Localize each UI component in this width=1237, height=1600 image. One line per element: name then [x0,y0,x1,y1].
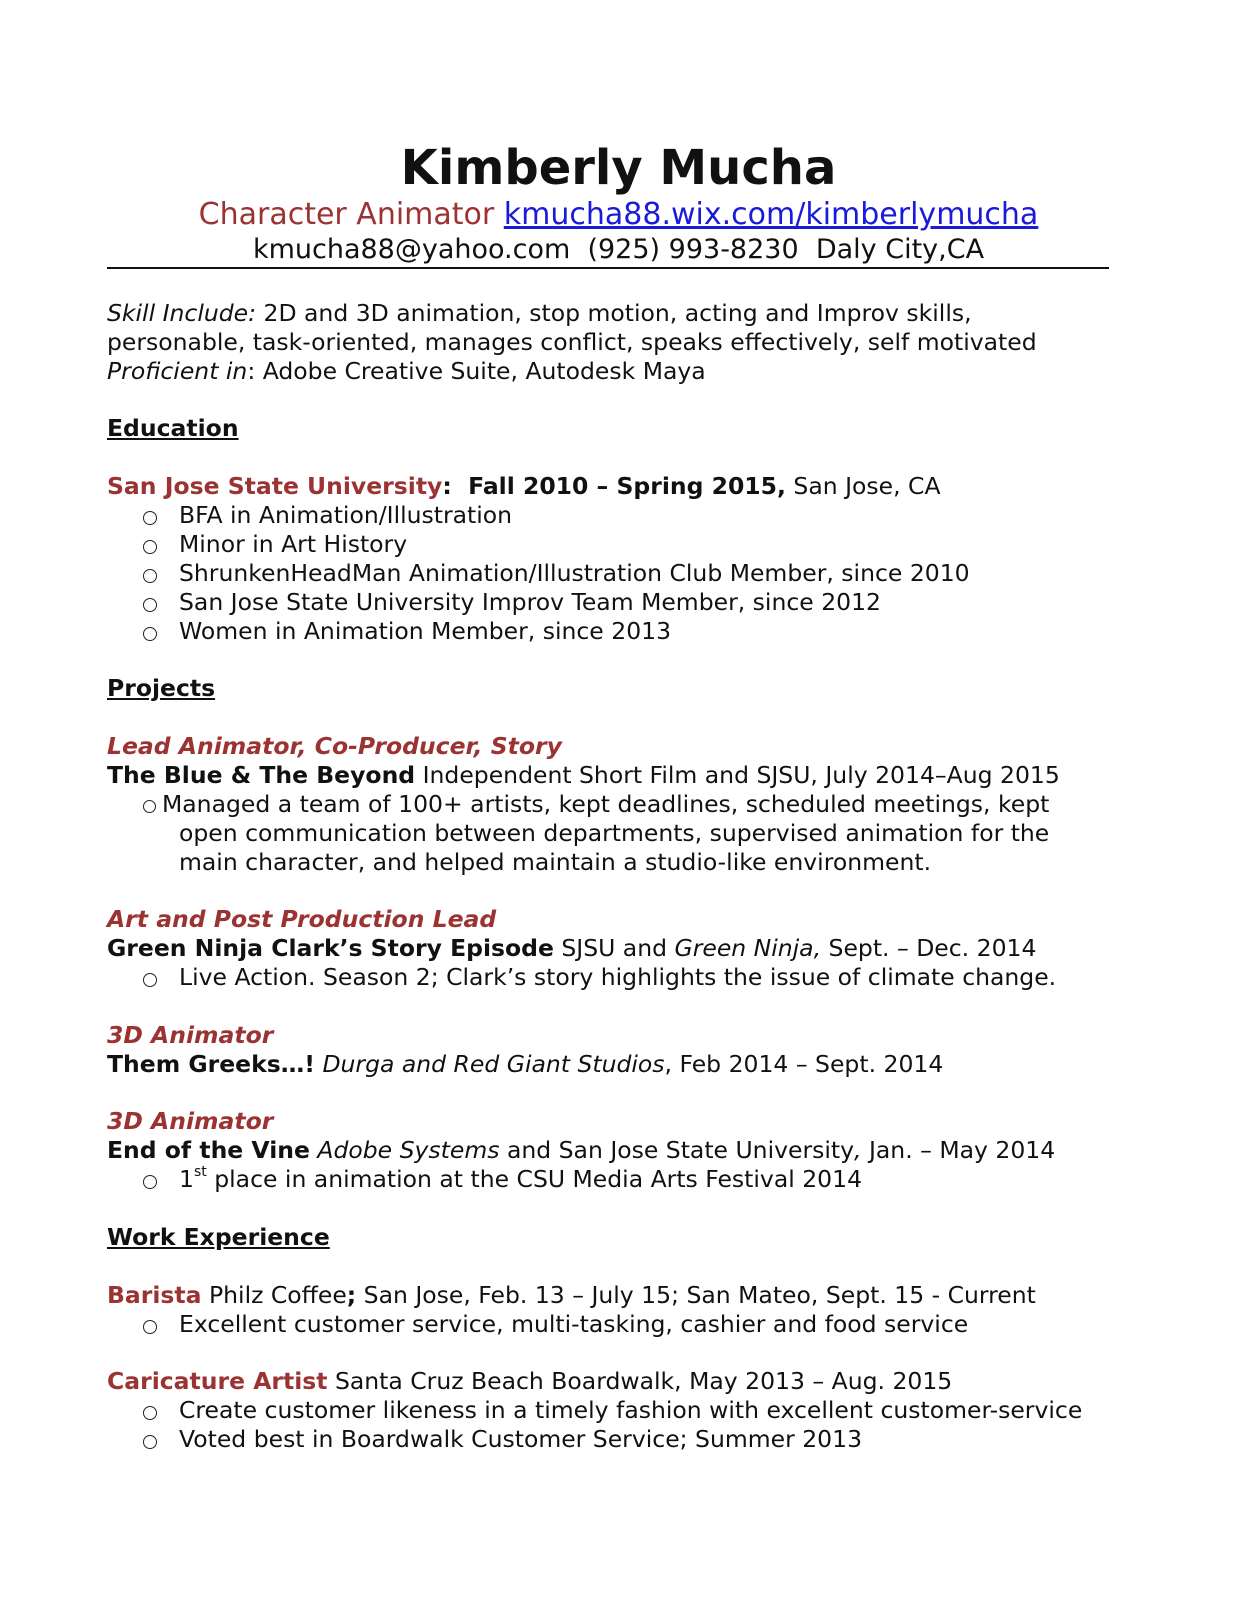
project-detail: SJSU and [553,934,675,962]
project-role: Lead Animator, Co-Producer, Story [107,732,562,760]
skills-label: Skill Include: [107,299,257,327]
project-bullet-line [179,1165,862,1194]
education-item: ShrunkenHeadMan Animation/Illustration Club Member, since 2010 [179,559,970,587]
project-bullet-line: open communication between departments, supervised animation for the [179,819,1050,847]
project-detail: Independent Short Film and SJSU, July 2014–Aug 2015 [415,761,1060,789]
project-bullet-line: Live Action. Season 2; Clark’s story highlights the issue of climate change. [179,963,1057,991]
work-heading: Work Experience [107,1223,330,1251]
job-detail-semicolon: ; [346,1281,357,1309]
bullet-icon [143,569,157,583]
project-title: Green Ninja Clark’s Story Episode [107,934,554,962]
education-item: BFA in Animation/Illustration [179,501,513,529]
award-ordinal: st [193,1164,207,1181]
job-line [107,1367,952,1396]
job-title: Character Animator [198,197,495,232]
bullet-icon [143,598,157,612]
job-detail: Philz Coffee [201,1281,347,1309]
job-detail: Santa Cruz Beach Boardwalk, May 2013 – Aug. 2015 [327,1367,953,1395]
school-sep: : [442,472,469,500]
project-detail: Jan. – May 2014 [861,1136,1056,1164]
proficient-label: Proficient in [107,357,248,385]
project-detail: Sept. – Dec. 2014 [821,934,1037,962]
project-bullet-line: main character, and helped maintain a studio-like environment. [179,848,932,876]
school-dates: Fall 2010 – Spring 2015, [468,472,786,500]
school-location: San Jose, CA [785,472,941,500]
education-item: Women in Animation Member, since 2013 [179,617,672,645]
project-title: The Blue & The Beyond [107,761,416,789]
education-school-line [107,472,941,501]
bullet-icon [143,800,156,813]
project-role: 3D Animator [107,1107,274,1135]
project-title-line [107,761,1060,790]
portfolio-link[interactable]: kmucha88.wix.com/kimberlymucha [503,197,1039,232]
education-heading: Education [107,414,239,442]
project-detail: and San Jose State University [499,1136,855,1164]
title-line [0,196,1237,234]
project-detail: , Feb 2014 – Sept. 2014 [664,1050,944,1078]
resume-name: Kimberly Mucha [400,140,837,196]
job-bullet: Create customer likeness in a timely fashion with excellent customer-service [179,1396,1083,1424]
project-detail-italic: Durga and Red Giant Studios [314,1050,665,1078]
project-detail-italic: , [854,1136,862,1164]
project-bullet-line: Managed a team of 100+ artists, kept deadlines, scheduled meetings, kept [162,790,1050,818]
skills-line-2: personable, task-oriented, manages conflict, speaks effectively, self motivated [107,328,1037,356]
school-name: San Jose State University [107,472,443,500]
bullet-icon [143,973,157,987]
project-title: End of the Vine [107,1136,310,1164]
projects-heading: Projects [107,674,216,702]
job-detail: San Jose, Feb. 13 – July 15; San Mateo, Sept. 15 - Current [356,1281,1036,1309]
project-detail-italic: Adobe Systems [309,1136,500,1164]
education-item: San Jose State University Improv Team Member, since 2012 [179,588,881,616]
job-role: Barista [107,1281,202,1309]
header-divider [107,267,1109,269]
job-bullet: Voted best in Boardwalk Customer Service; Summer 2013 [179,1425,863,1453]
project-role: Art and Post Production Lead [107,905,497,933]
bullet-icon [143,1320,157,1334]
bullet-icon [143,1406,157,1420]
project-title-line [107,934,1036,963]
proficient-line [107,357,706,386]
bullet-icon [143,1175,157,1189]
job-role: Caricature Artist [107,1367,328,1395]
bullet-icon [143,627,157,641]
project-detail-italic: Green Ninja, [674,934,822,962]
award-text: place in animation at the CSU Media Arts Festival 2014 [206,1165,863,1193]
project-title-line [107,1050,943,1079]
project-title: Them Greeks…! [107,1050,315,1078]
award-number: 1 [179,1165,194,1193]
job-bullet: Excellent customer service, multi-tasking, cashier and food service [179,1310,969,1338]
skills-text-1: 2D and 3D animation, stop motion, acting and Improv skills, [256,299,972,327]
proficient-value: : Adobe Creative Suite, Autodesk Maya [247,357,706,385]
bullet-icon [143,540,157,554]
job-line [107,1281,1036,1310]
education-item: Minor in Art History [179,530,408,558]
contact-line: kmucha88@yahoo.com (925) 993-8230 Daly City,CA [252,234,985,265]
project-role: 3D Animator [107,1021,274,1049]
skills-line-1 [107,299,972,328]
bullet-icon [143,1435,157,1449]
project-title-line [107,1136,1055,1165]
bullet-icon [143,511,157,525]
